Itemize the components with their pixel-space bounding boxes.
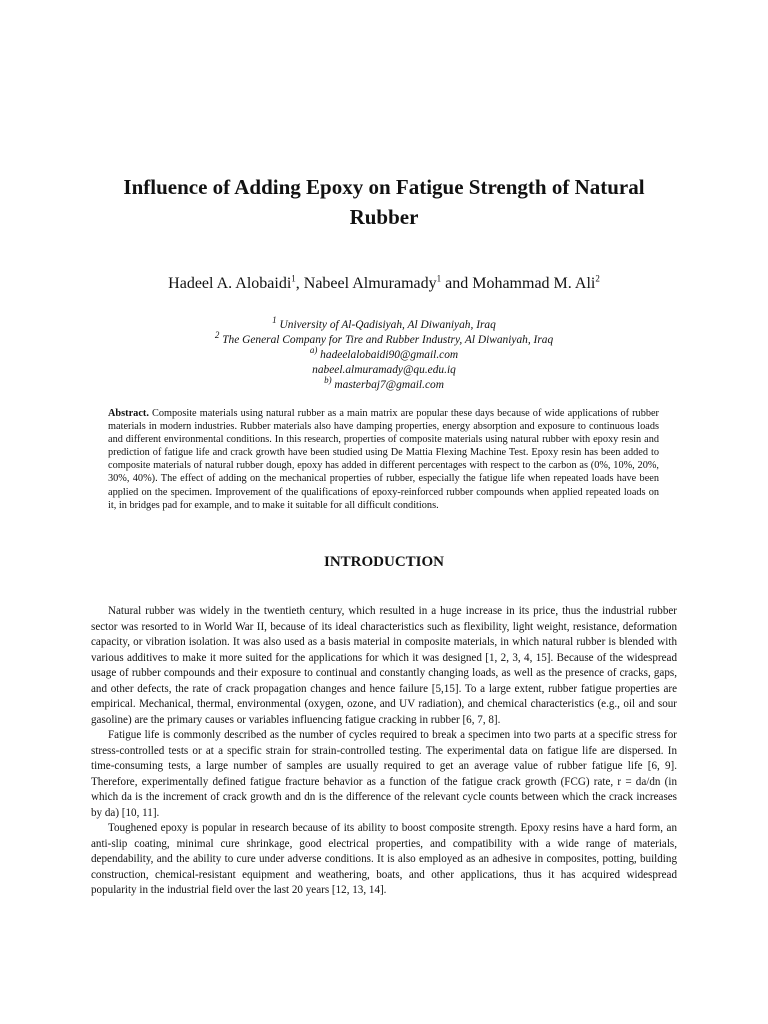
abstract-label: Abstract. [108, 408, 149, 419]
author-name: Hadeel A. Alobaidi [168, 275, 292, 292]
email-text: nabeel.almuramady@qu.edu.iq [312, 364, 456, 376]
affiliations-block [60, 315, 708, 393]
author-separator: and [441, 275, 473, 292]
affiliation-line [60, 330, 708, 348]
body-paragraph: Natural rubber was widely in the twentieth century, which resulted in a huge increase in its price, thus the industrial rubber sector was resorted to in World War II, because of its ideal characteristics such as flexibility, light weight, resistance, deformation capacity, or vibration isolation. It was also used as a basis material in composite materials, in which natural rubber is blended with various additives to make it more suited for the applications for which it was designed [1, 2, 3, 4, 15]. Because of the widespread usage of rubber compounds and their exposure to continual and constantly changing loads, as well as the presence of cracks, gaps, and other defects, the rate of crack propagation changes and hence failure [5,15]. To a large extent, rubber fatigue properties are empirical. Mechanical, thermal, environmental (oxygen, ozone, and UV radiation), and chemical characteristics (e.g., oil and sour gasoline) are the primary causes or variables influencing fatigue cracking in rubber [6, 7, 8]. [91, 605, 677, 726]
paper-title: Influence of Adding Epoxy on Fatigue Strength of Natural Rubber [123, 175, 645, 229]
author-name: Nabeel Almuramady [303, 275, 437, 292]
email-mark: b) [324, 375, 332, 386]
author-line [60, 274, 708, 294]
abstract-text: Composite materials using natural rubber as a main matrix are popular these days because of wide applications of rubber materials in modern industries. Rubber materials also have damping properties, energy absorption and exposure to continuous loads and different environmental conditions. In this research, properties of composite materials using natural rubber with epoxy resin and prediction of fatigue life and crack growth have been studied using De Mattia Flexing Machine Test. Epoxy resin has been added to composite materials of natural rubber dough, epoxy has added in different percentages with respect to the carbon as (0%, 10%, 20%, 30%, 40%). The effect of adding on the mechanical properties of rubber, especially the fatigue life when repeated loads have been applied on the specimen. Improvement of the qualifications of epoxy-reinforced rubber compounds when applied repeated loads on it, in bridges pad for example, and to make it suitable for all difficult conditions. [108, 408, 659, 511]
email-line [60, 345, 708, 363]
author-separator: , [295, 275, 304, 292]
abstract [108, 407, 659, 512]
author-affiliation-mark: 1 [436, 273, 442, 284]
section-heading: INTRODUCTION [323, 554, 444, 570]
affiliation-line [60, 315, 708, 333]
email-text: hadeelalobaidi90@gmail.com [317, 349, 459, 361]
affiliation-text: The General Company for Tire and Rubber Industry, Al Diwaniyah, Iraq [219, 334, 554, 346]
introduction-body [91, 604, 677, 899]
author-affiliation-mark: 2 [595, 273, 600, 284]
body-paragraph: Fatigue life is commonly described as the number of cycles required to break a specimen into two parts at a specific stress for stress-controlled tests or at a specific strain for strain-controlled testing. The experimental data on fatigue life are dispersed. In time-consuming tests, a large number of samples are usually required to get an average value of rubber fatigue life [6, 9]. Therefore, experimentally defined fatigue fracture behavior as a function of the fatigue crack growth (FCG) rate, r = da/dn (in which da is the increment of crack growth and dn is the difference of the relevant cycle counts between which the crack increases by da) [10, 11]. [91, 729, 677, 819]
author-affiliation-mark: 1 [291, 273, 296, 284]
affiliation-mark: 1 [272, 315, 277, 326]
email-line [60, 375, 708, 393]
body-paragraph: Toughened epoxy is popular in research because of its ability to boost composite strength. Epoxy resins have a hard form, an anti-slip coating, minimal cure shrinkage, good electrical properties, and compatibility with a wide range of materials, dependability, and the ability to cure under adverse conditions. It is also employed as an adhesive in composites, potting, building construction, chemical-resistant equipment and weathering, boats, and other applications, thus it has acquired widespread popularity in the industrial field over the last 20 years [12, 13, 14]. [91, 822, 677, 896]
email-text: masterbaj7@gmail.com [331, 379, 444, 391]
email-mark: a) [309, 345, 318, 356]
author-name: Mohammad M. Ali [472, 275, 596, 292]
email-line [60, 363, 708, 378]
affiliation-mark: 2 [214, 330, 220, 341]
affiliation-text: University of Al-Qadisiyah, Al Diwaniyah, Iraq [276, 319, 496, 331]
